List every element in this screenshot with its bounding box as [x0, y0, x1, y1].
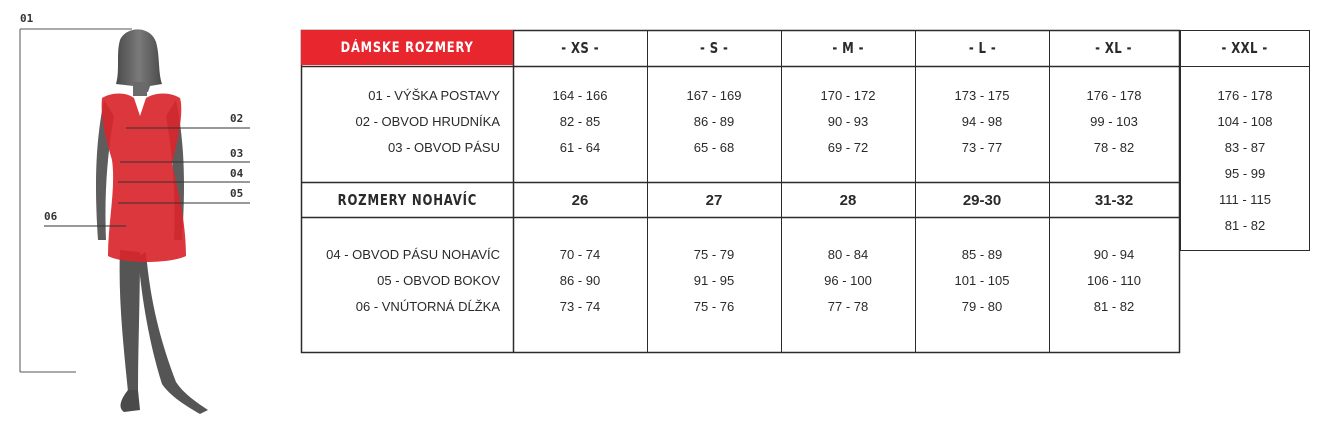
value-cell: 90 - 93: [827, 114, 869, 129]
value-cell: 176 - 178: [1086, 88, 1142, 103]
value-cell: 104 - 108: [1217, 114, 1273, 129]
value-cell: 77 - 78: [827, 299, 869, 314]
pants-values-xl: [1049, 242, 1179, 320]
measure-label-06: 06: [44, 210, 58, 223]
pants-measure-labels: [326, 242, 500, 320]
value-cell: 176 - 178: [1217, 88, 1273, 103]
value-cell: 83 - 87: [1224, 140, 1266, 155]
value-cell: 65 - 68: [693, 140, 735, 155]
xxl-values: [1180, 83, 1310, 239]
value-cell: 75 - 79: [693, 247, 735, 262]
size-header-xs: - XS -: [561, 39, 599, 57]
value-cell: 99 - 103: [1090, 114, 1138, 129]
value-cell: 81 - 82: [1093, 299, 1135, 314]
value-cell: 75 - 76: [693, 299, 735, 314]
value-cell: 101 - 105: [954, 273, 1010, 288]
body-values-xs: [513, 83, 647, 161]
measure-label-03: 03: [230, 147, 244, 160]
row-label-chest: 02 - OBVOD HRUDNÍKA: [355, 114, 500, 129]
value-cell: 96 - 100: [824, 273, 872, 288]
value-cell: 86 - 90: [559, 273, 601, 288]
pants-size-26: 26: [571, 191, 589, 209]
measure-label-01: 01: [20, 12, 34, 25]
value-cell: 73 - 74: [559, 299, 601, 314]
pants-values-s: [647, 242, 781, 320]
row-label-waist: 03 - OBVOD PÁSU: [388, 140, 500, 155]
row-label-inseam: 06 - VNÚTORNÁ DĹŽKA: [355, 299, 500, 314]
body-values-m: [781, 83, 915, 161]
row-label-hips: 05 - OBVOD BOKOV: [377, 273, 500, 288]
size-header-m: - M -: [832, 39, 864, 57]
pants-size-29-30: 29-30: [962, 191, 1002, 209]
row-label-height: 01 - VÝŠKA POSTAVY: [368, 88, 500, 103]
value-cell: 91 - 95: [693, 273, 735, 288]
value-cell: 86 - 89: [693, 114, 735, 129]
value-cell: 82 - 85: [559, 114, 601, 129]
value-cell: 90 - 94: [1093, 247, 1135, 262]
value-cell: 167 - 169: [686, 88, 742, 103]
value-cell: 95 - 99: [1224, 166, 1266, 181]
pants-values-l: [915, 242, 1049, 320]
size-header-xxl: - XXL -: [1221, 39, 1269, 57]
body-values-l: [915, 83, 1049, 161]
pants-sizes-label: ROZMERY NOHAVÍC: [337, 191, 477, 209]
pants-size-31-32: 31-32: [1094, 191, 1134, 209]
value-cell: 94 - 98: [961, 114, 1003, 129]
value-cell: 164 - 166: [552, 88, 608, 103]
measure-label-05: 05: [230, 187, 244, 200]
value-cell: 78 - 82: [1093, 140, 1135, 155]
size-header-l: - L -: [968, 39, 996, 57]
value-cell: 80 - 84: [827, 247, 869, 262]
body-values-xl: [1049, 83, 1179, 161]
row-label-pants-waist: 04 - OBVOD PÁSU NOHAVÍC: [326, 247, 500, 262]
pants-values-m: [781, 242, 915, 320]
value-cell: 85 - 89: [961, 247, 1003, 262]
pants-values-xs: [513, 242, 647, 320]
value-cell: 173 - 175: [954, 88, 1010, 103]
value-cell: 170 - 172: [820, 88, 876, 103]
body-measure-labels: [356, 83, 500, 161]
measure-label-02: 02: [230, 112, 244, 125]
measure-label-04: 04: [230, 167, 244, 180]
pants-size-27: 27: [705, 191, 723, 209]
table-title: DÁMSKE ROZMERY: [301, 30, 513, 65]
value-cell: 79 - 80: [961, 299, 1003, 314]
value-cell: 69 - 72: [827, 140, 869, 155]
value-cell: 81 - 82: [1224, 218, 1266, 233]
value-cell: 73 - 77: [961, 140, 1003, 155]
value-cell: 106 - 110: [1087, 273, 1141, 288]
pants-size-28: 28: [839, 191, 857, 209]
body-values-s: [647, 83, 781, 161]
value-cell: 111 - 115: [1218, 192, 1272, 207]
size-header-xl: - XL -: [1095, 39, 1133, 57]
value-cell: 61 - 64: [559, 140, 601, 155]
size-header-s: - S -: [699, 39, 729, 57]
value-cell: 70 - 74: [559, 247, 601, 262]
